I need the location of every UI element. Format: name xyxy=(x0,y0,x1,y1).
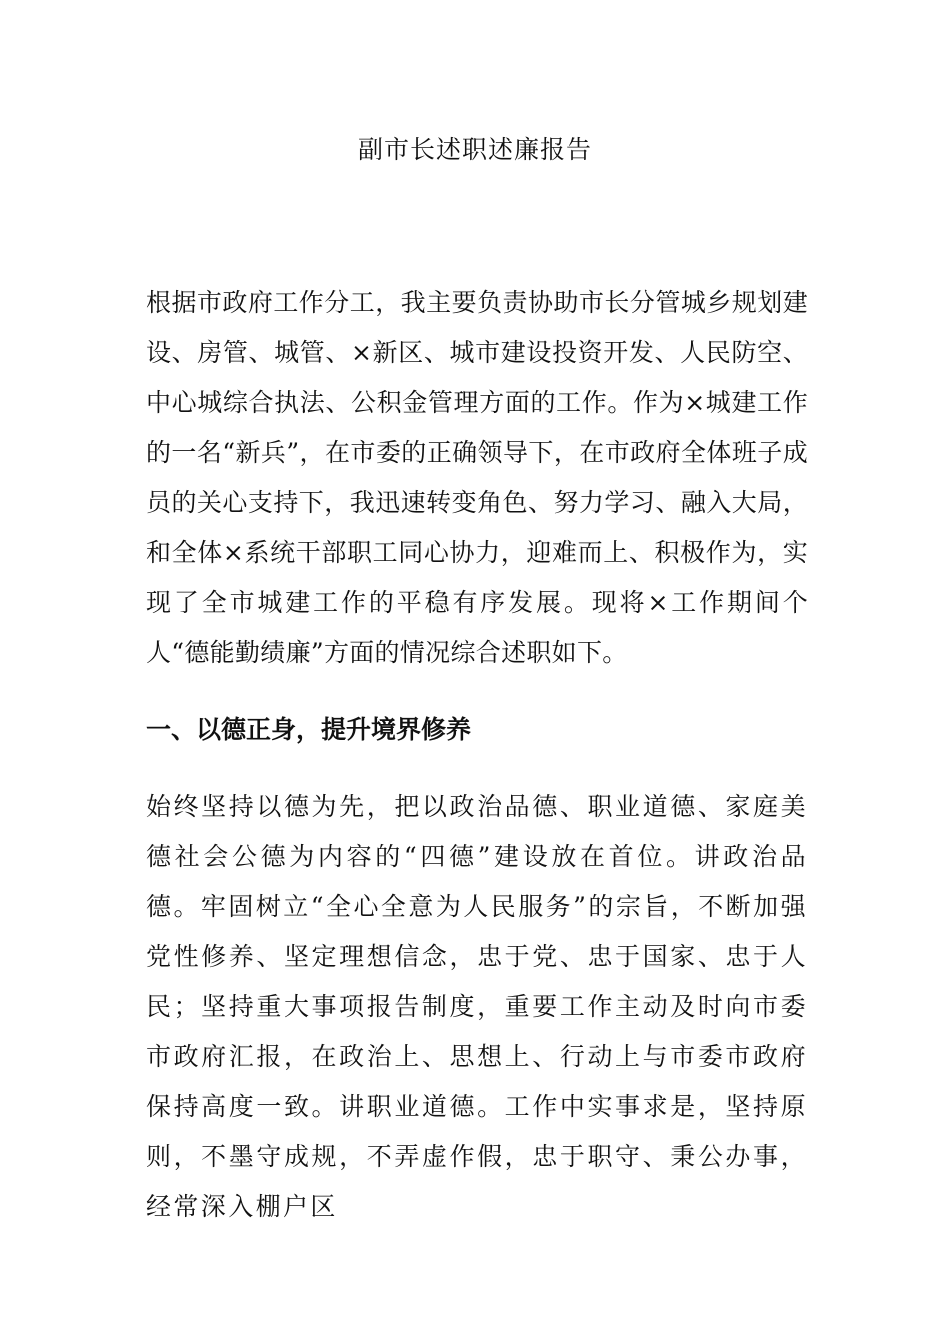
document-title: 副市长述职述廉报告 xyxy=(357,135,592,164)
section-heading: 一、以德正身，提升境界修养 xyxy=(146,715,472,744)
section-paragraph: 始终坚持以德为先，把以政治品德、职业道德、家庭美德社会公德为内容的“四德”建设放在首位。讲政治品德。牢固树立“全心全意为人民服务”的宗旨，不断加强党性修养、坚定理想信念，忠于党、忠于国家、忠于人民；坚持重大事项报告制度，重要工作主动及时向市委市政府汇报，在政治上、思想上、行动上与市委市政府保持高度一致。讲职业道德。工作中实事求是，坚持原则，不墨守成规，不弄虚作假，忠于职守、秉公办事，经常深入棚户区 xyxy=(146,792,808,1221)
intro-paragraph: 根据市政府工作分工，我主要负责协助市长分管城乡规划建设、房管、城管、×新区、城市建设投资开发、人民防空、中心城综合执法、公积金管理方面的工作。作为×城建工作的一名“新兵”，在市委的正确领导下，在市政府全体班子成员的关心支持下，我迅速转变角色、努力学习、融入大局，和全体×系统干部职工同心协力，迎难而上、积极作为，实现了全市城建工作的平稳有序发展。现将×工作期间个人“德能勤绩廉”方面的情况综合述职如下。 xyxy=(146,288,808,667)
